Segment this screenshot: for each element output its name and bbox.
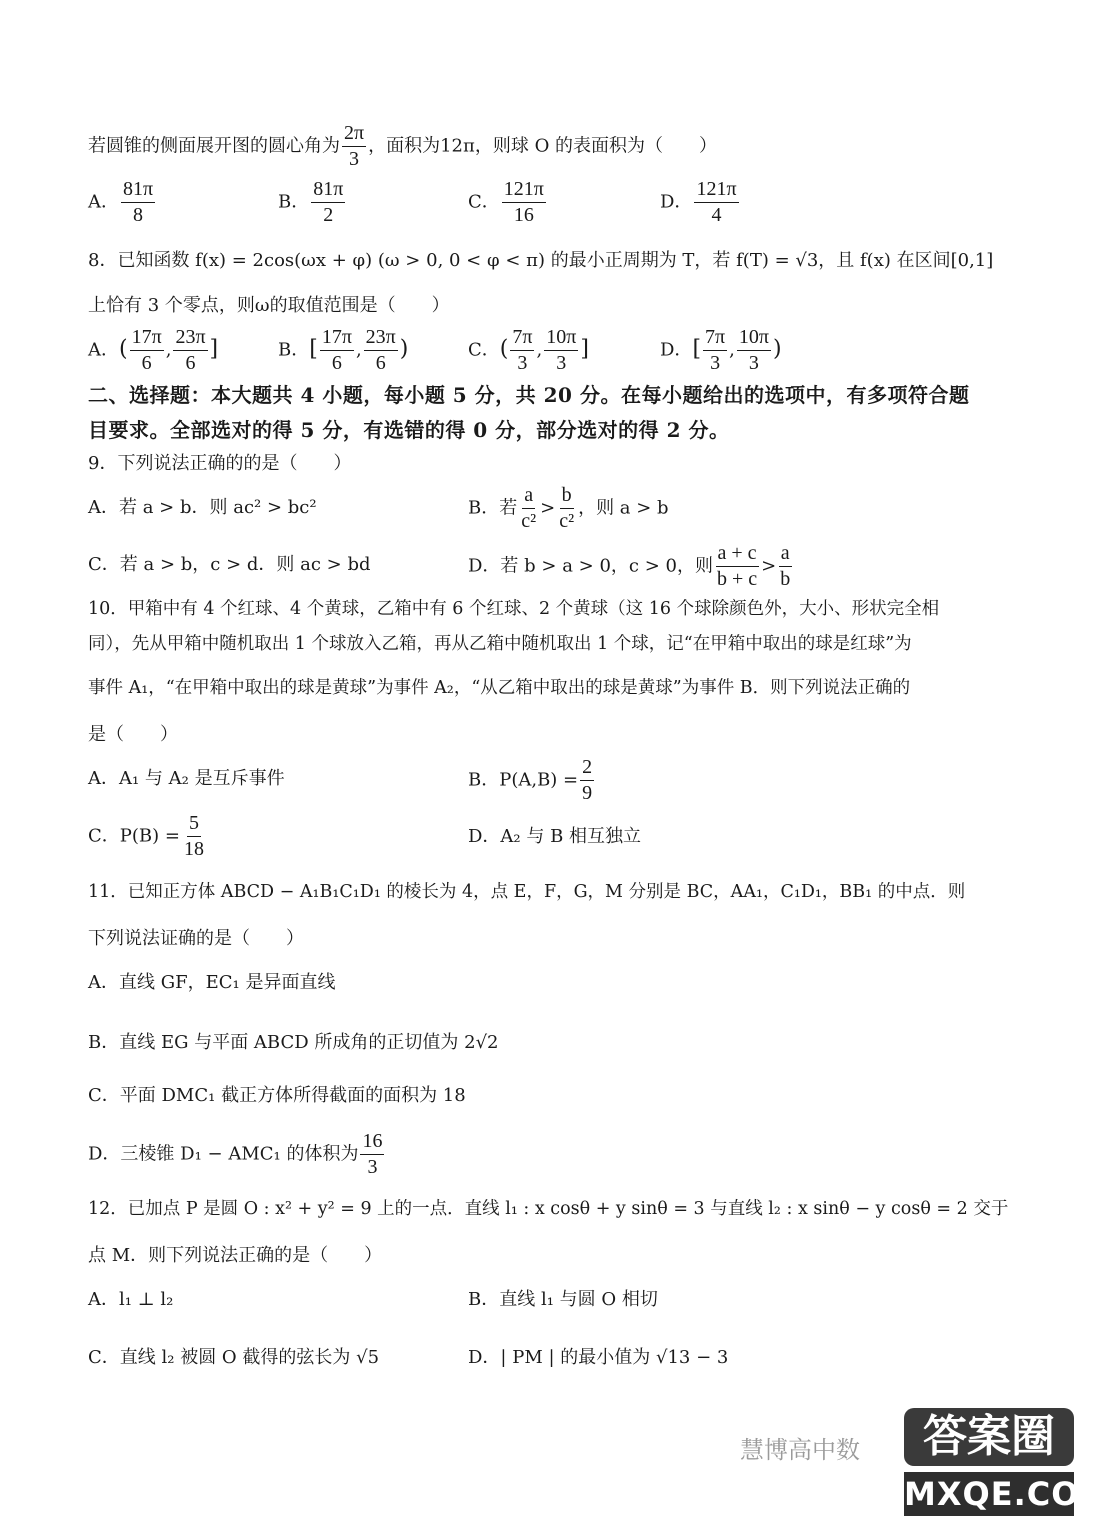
q12-option-d: D．| PM | 的最小值为 √13 − 3 [468,1347,729,1368]
q11-option-c: C．平面 DMC₁ 截正方体所得截面的面积为 18 [88,1085,466,1106]
q12-line-2: 点 M．则下列说法正确的是（ ） [88,1245,383,1266]
q11-line-1: 11．已知正方体 ABCD − A₁B₁C₁D₁ 的棱长为 4，点 E，F，G，M 分别是 BC，AA₁，C₁D₁，BB₁ 的中点．则 [88,882,966,902]
section-2-heading-line-1: 二、选择题：本大题共 4 小题，每小题 5 分，共 20 分。在每小题给出的选项中，有多项符合题 [88,383,970,407]
q8-option-a: A．( $\frac{17\pi}{6}$ , $\frac{23\pi}{6}$ ] [88,326,219,374]
q7-angle-fraction: $\frac{2\pi}{3}$ [344,122,365,170]
q10-line-4: 是（ ） [88,724,178,745]
q7-option-b: B． $\frac{81\pi}{2}$ [278,178,344,226]
q8-line-1: 8．已知函数 f(x) = 2cos(ωx + φ) (ω > 0, 0 < φ < π) 的最小正周期为 T，若 f(T) = √3，且 f(x) 在区间[0,1] [88,250,994,271]
q10-line-1: 10．甲箱中有 4 个红球、4 个黄球，乙箱中有 6 个红球、2 个黄球（这 16 个球除颜色外，大小、形状完全相 [88,599,940,619]
watermark-text: 慧博高中数 [740,1436,860,1464]
q7-stem: 若圆锥的侧面展开图的圆心角为 $\frac{2\pi}{3}$ ，面积为12π，则球 O 的表面积为（ ） [88,122,718,170]
q10-line-2: 同），先从甲箱中随机取出 1 个球放入乙箱，再从乙箱中随机取出 1 个球，记“在甲箱中取出的球是红球”为 [88,634,912,654]
q10-option-a: A．A₁ 与 A₂ 是互斥事件 [88,768,285,789]
q12-line-1: 12．已加点 P 是圆 O : x² + y² = 9 上的一点．直线 l₁ : x cosθ + y sinθ = 3 与直线 l₂ : x sinθ − y cosθ = 2 交于 [88,1199,1009,1219]
site-logo [904,1408,1112,1520]
q11-option-a: A．直线 GF，EC₁ 是异面直线 [88,972,336,993]
q7-option-d: D． $\frac{121\pi}{4}$ [660,178,737,226]
q10-option-c: C．P(B) = $\frac{5}{18}$ [88,812,204,860]
q11-line-2: 下列说法证确的是（ ） [88,928,304,949]
q11-option-d: D．三棱锥 D₁ − AMC₁ 的体积为 $\frac{16}{3}$ [88,1130,383,1178]
q8-line-2: 上恰有 3 个零点，则ω的取值范围是（ ） [88,295,450,316]
q12-option-b: B．直线 l₁ 与圆 O 相切 [468,1289,658,1310]
q7-option-c: C． $\frac{121\pi}{16}$ [468,178,544,226]
section-2-heading-line-2: 目要求。全部选对的得 5 分，有选错的得 0 分，部分选对的得 2 分。 [88,418,730,442]
q8-option-c: C．( $\frac{7\pi}{3}$ , $\frac{10\pi}{3}$ ] [468,326,589,374]
q10-line-3: 事件 A₁，“在甲箱中取出的球是黄球”为事件 A₂，“从乙箱中取出的球是黄球”为事件 B．则下列说法正确的 [88,678,911,698]
q11-option-b: B．直线 EG 与平面 ABCD 所成角的正切值为 2√2 [88,1032,499,1053]
q9-stem: 9．下列说法正确的的是（ ） [88,453,352,474]
q9-option-c: C．若 a > b，c > d．则 ac > bd [88,554,371,575]
q8-option-b: B．[ $\frac{17\pi}{6}$ , $\frac{23\pi}{6}$ ) [278,326,409,374]
q9-option-b: B．若 $\frac{a}{\text{c²}}$ > $\frac{b}{\text{c²}}$ ，则 a > b [468,484,669,532]
q10-option-d: D．A₂ 与 B 相互独立 [468,826,642,847]
logo-top: 答案圈 [904,1408,1074,1466]
q9-option-a: A．若 a > b．则 ac² > bc² [88,497,317,518]
q7-option-a: A． $\frac{81\pi}{8}$ [88,178,154,226]
q10-option-b: B．P(A,B) = $\frac{2}{9}$ [468,756,593,804]
q12-option-c: C．直线 l₂ 被圆 O 截得的弦长为 √5 [88,1347,380,1368]
q9-option-d: D．若 b > a > 0，c > 0，则 $\frac{a + c}{b + c}$ > $\frac{a}{b}$ [468,542,791,590]
logo-bottom: MXQE.COM [904,1472,1074,1516]
q8-option-d: D．[ $\frac{7\pi}{3}$ , $\frac{10\pi}{3}$ ) [660,326,782,374]
q12-option-a: A．l₁ ⊥ l₂ [88,1289,174,1310]
